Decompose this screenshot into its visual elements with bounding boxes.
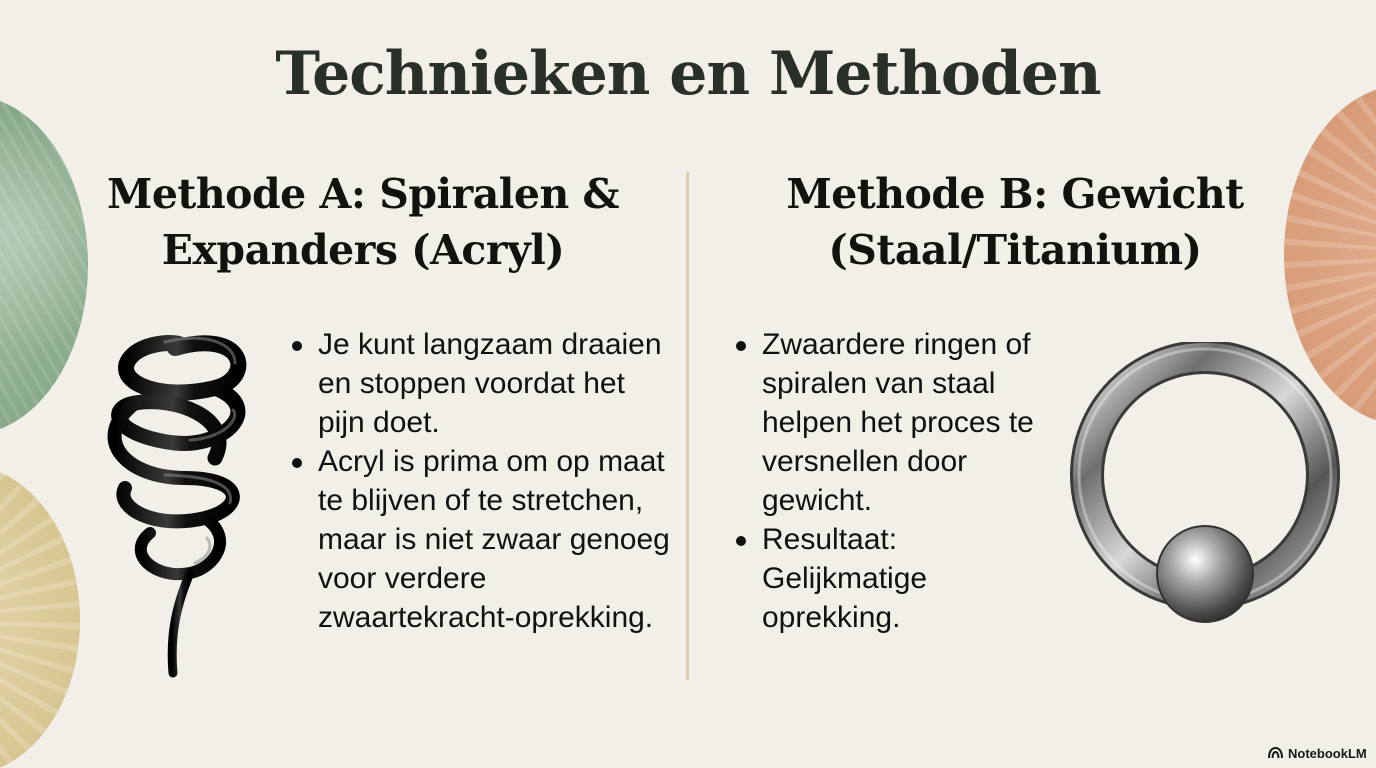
method-b-bullet: Resultaat: Gelijkmatige oprekking. bbox=[734, 520, 1069, 637]
method-b-bullets bbox=[734, 325, 1069, 637]
method-a-heading-line2: Expanders (Acryl) bbox=[161, 226, 565, 274]
method-b-bullet: Zwaardere ringen of spiralen van staal helpen het proces te versnellen door gewicht. bbox=[734, 325, 1069, 520]
black-acrylic-spiral-icon bbox=[95, 318, 255, 683]
method-a-heading bbox=[88, 166, 638, 278]
method-b-heading-line1: Methode B: Gewicht bbox=[786, 170, 1244, 218]
method-a-bullet: Je kunt langzaam draaien en stoppen voordat het pijn doet. bbox=[290, 325, 675, 442]
yellow-leaf-decoration bbox=[0, 465, 80, 768]
column-divider bbox=[686, 172, 689, 680]
method-a-bullets bbox=[290, 325, 675, 637]
method-b-heading bbox=[770, 166, 1260, 278]
method-b-heading-line2: (Staal/Titanium) bbox=[828, 226, 1202, 274]
notebooklm-branding bbox=[1268, 744, 1368, 762]
method-a-heading-line1: Methode A: Spiralen & bbox=[106, 170, 620, 218]
green-leaf-decoration bbox=[0, 95, 88, 435]
steel-captive-bead-ring-icon bbox=[1062, 342, 1348, 632]
notebooklm-logo-icon bbox=[1268, 747, 1283, 759]
slide-title: Technieken en Methoden bbox=[275, 39, 1101, 109]
method-a-bullet: Acryl is prima om op maat te blijven of te stretchen, maar is niet zwaar genoeg voor verdere zwaartekracht-oprekking. bbox=[290, 442, 675, 637]
brand-label: NotebookLM bbox=[1288, 745, 1367, 761]
